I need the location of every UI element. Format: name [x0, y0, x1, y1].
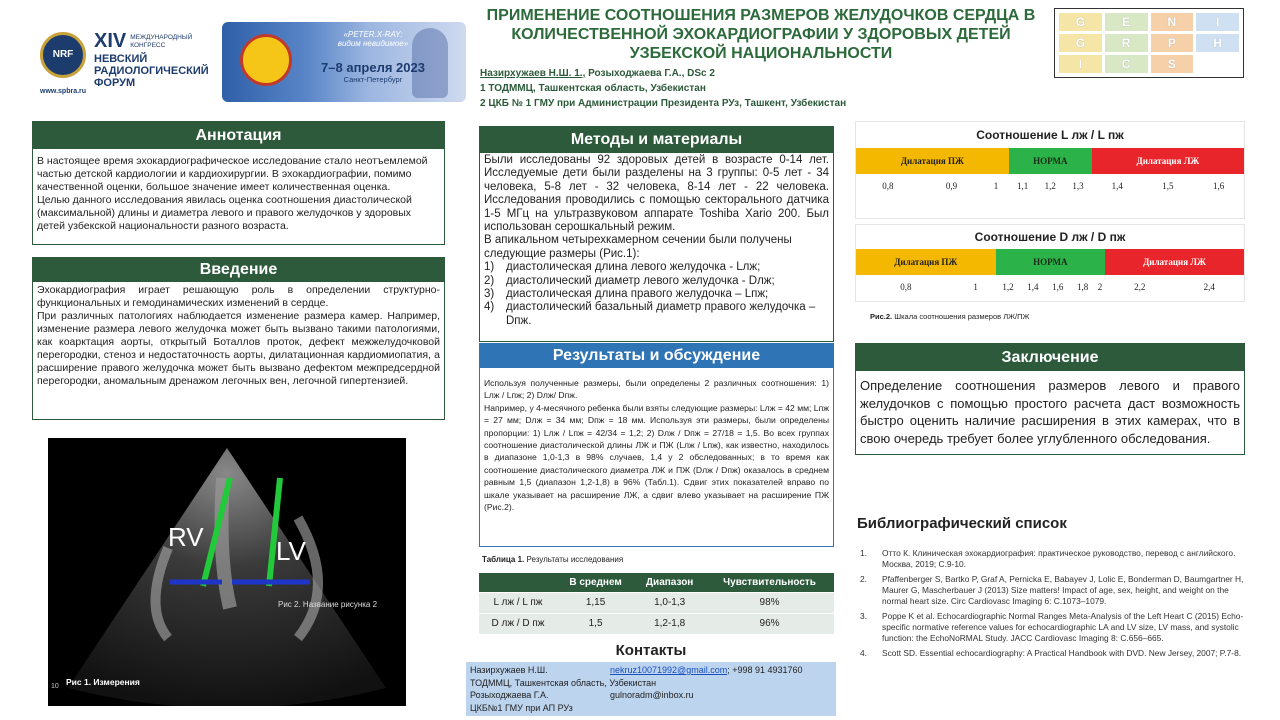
results-p1: Используя полученные размеры, были определены 2 различных соотношения: 1) Lлж / Lпж; 2) Dлж/ Dпж. [484, 378, 829, 401]
logo-letter: R [1105, 34, 1148, 52]
logo-letter: G [1059, 13, 1102, 31]
logo-grid [1059, 13, 1239, 73]
results-cell: 1,5 [557, 613, 634, 634]
methods-item-text: диастолическая длина правого желудочка – Lпж; [506, 288, 769, 301]
scale2-norm-band: НОРМА [996, 249, 1105, 275]
scale-tick: 1,4 [1027, 282, 1039, 292]
fig2-caption-bold: Рис.2. [870, 312, 893, 321]
scale1-left-band: Дилатация ПЖ [856, 148, 1009, 174]
results-section [479, 343, 834, 547]
results-cell: 1,0-1,3 [634, 592, 705, 613]
methods-list-item [484, 301, 829, 328]
reference-number: 1. [860, 548, 867, 558]
scale-tick: 0,8 [900, 282, 912, 292]
results-cell: 1,2-1,8 [634, 613, 705, 634]
scale-tick: 1,5 [1162, 181, 1174, 191]
methods-list [484, 261, 829, 328]
methods-item-number: 2) [484, 274, 495, 287]
reference-number: 2. [860, 574, 867, 584]
logo-letter: C [1105, 55, 1148, 73]
logo-letter: I [1196, 13, 1239, 31]
scale2-right-band: Дилатация ЛЖ [1105, 249, 1244, 275]
table-row [479, 592, 834, 613]
intro-p2: При различных патологиях наблюдается изменение размера камер. Например, изменение размера левого желудочка может быть вызвано такими патологиями, как коарктация аорты, открытый Боталлов проток, дефект межжелудочковой перегородки, стеноз и недостаточность аорты, дилатационная кардиомиопатия, а расширение правого желудочка может быть вызвано дефектом межпредсердной перегородки, аномальным дренажом легочных вен, легочной гипертензией. [37, 310, 440, 387]
fig2-caption [870, 312, 1029, 321]
scale1-block [855, 121, 1245, 219]
references-heading: Библиографический список [857, 515, 1067, 532]
logo-letter: S [1151, 55, 1194, 73]
banner-image [222, 22, 466, 102]
results-p2: Например, у 4-месячного ребенка были взяты следующие размеры: Lлж = 42 мм; Lпж = 27 мм; Dлж = 34 мм; Dпж = 18 мм. Используя эти размеры, были определены пропорции: 1) Lлж / Lпж = 42/34 = 1,2; 2) Dлж / Dпж = 27/18 = 1,5. Во всех группах соотношение диастолической длины ЛЖ и ПЖ (Lлж / Lпж), как известно, находилось в диапазоне 1,0-1,3 в 98% случаев, 1,4 у 2 обследованных; в то время как соотношение диастолического диаметра ЛЖ и ПЖ (Dлж / Dпж) оказалось в среднем равным 1,5 (диапазон 1,2-1,8) в 96% (Табл.1). Сдвиг этих показателей вправо по шкале указывает на расширение ЛЖ, а сдвиг влево указывает на расширение ПЖ (Рис.2). [484, 402, 829, 513]
badge-text: NRF [52, 49, 74, 60]
methods-item-text: диастолическая длина левого желудочка - Lлж; [506, 261, 761, 274]
figure2-overlay: Рис 2. Название рисунка 2 [278, 600, 378, 609]
methods-p2: В апикальном четырехкамерном сечении были получены следующие размеры (Рис.1): [484, 234, 792, 260]
contact-email2[interactable]: gulnoradm@inbox.ru [610, 690, 694, 700]
logo-letter: I [1059, 55, 1102, 73]
reference-text: Отто К. Клиническая эхокардиография: практическое руководство, перевод с английского. Москва, 2019; С.9-10. [882, 548, 1236, 569]
echo-figure [48, 438, 406, 706]
contacts-heading: Контакты [615, 642, 687, 659]
slogan1: «PETER.X-RAY: [343, 30, 403, 39]
scale2-title: Соотношение D лж / D пж [974, 230, 1126, 244]
results-heading: Результаты и обсуждение [480, 344, 833, 368]
reference-item [860, 648, 1246, 659]
results-table [479, 573, 834, 634]
scale2-table [856, 249, 1244, 299]
logo-letter: P [1151, 34, 1194, 52]
affiliation-2: 2 ЦКБ № 1 ГМУ при Администрации Президента РУз, Ташкент, Узбекистан [480, 98, 847, 109]
authors-block [480, 66, 1040, 111]
reference-text: Scott SD. Essential echocardiography: A Practical Handbook with DVD. New Jersey, 2007; P.7-8. [882, 648, 1242, 658]
scale-tick: 1,3 [1072, 181, 1084, 191]
slogan2: видим невидимое» [337, 39, 409, 48]
conclusion-text: Определение соотношения размеров левого и правого желудочков с помощью простого расчета даст возможность быстро оценить наличие расширения в этих камерах, что в свою очередь требует более углубленного обследования. [860, 378, 1240, 446]
event-dates: 7–8 апреля 2023 [321, 60, 425, 75]
scale-tick: 1,1 [1017, 181, 1029, 191]
contact-phone1: ; +998 91 4931760 [727, 665, 803, 675]
forum-line2: РАДИОЛОГИЧЕСКИЙ [94, 65, 209, 77]
congress-banner [36, 22, 466, 102]
scale1-title: Соотношение L лж / L пж [976, 128, 1124, 142]
scale2-ticks [856, 275, 1244, 299]
results-header-cell [479, 573, 557, 592]
scale2-left-band: Дилатация ПЖ [856, 249, 996, 275]
figure1-caption: Рис 1. Измерения [66, 677, 140, 687]
conclusion-heading: Заключение [856, 344, 1244, 371]
fig2-caption-text: Шкала соотношения размеров ЛЖ/ПЖ [892, 312, 1030, 321]
annotation-section [32, 121, 445, 245]
affiliation-1: 1 ТОДММЦ, Ташкентская область, Узбекистан [480, 83, 706, 94]
methods-item-text: диастолический диаметр левого желудочка - Dлж; [506, 274, 775, 287]
methods-item-text: диастолический базальный диаметр правого желудочка – Dпж. [506, 301, 816, 327]
scale1-right-band: Дилатация ЛЖ [1092, 148, 1244, 174]
annotation-p2: Целью данного исследования явилась оценка соотношения диастолической (максимальной) длины и диаметра левого и правого желудочков у здоровых детей узбекской национальности разного возраста. [37, 194, 412, 232]
scale-tick: 2,4 [1203, 282, 1215, 292]
nrf-badge-icon [40, 32, 86, 78]
reference-item [860, 574, 1246, 607]
methods-list-item [484, 275, 829, 288]
title-line3: УЗБЕКСКОЙ НАЦИОНАЛЬНОСТИ [629, 45, 893, 62]
genigraphics-logo [1054, 8, 1244, 78]
logo-letter: E [1105, 13, 1148, 31]
reference-item [860, 611, 1246, 644]
author-main: Назирхужаев Н.Ш. 1., [480, 68, 586, 79]
results-cell: L лж / L пж [479, 592, 557, 613]
intro-section [32, 257, 445, 420]
lv-label: LV [276, 536, 306, 566]
poster-title [478, 6, 1044, 63]
reference-item [860, 548, 1246, 570]
reference-text: Poppe K et al. Echocardiographic Normal Ranges Meta-Analysis of the Left Heart C (2015) Echo-specific normative reference values for echocardiographic LA and LV size, LV mass, and systolic function: the EchoNoRMAL Study. JACC Cardiovasc Imaging 8: C.656–665. [882, 611, 1244, 643]
scale1-ticks [856, 174, 1244, 198]
title-line2: КОЛИЧЕСТВЕННОЙ ЭХОКАРДИОГРАФИИ У ЗДОРОВЫХ ДЕТЕЙ [511, 26, 1011, 43]
contacts-box [466, 662, 836, 716]
annotation-p1: В настоящее время эхокардиографическое исследование стало неотъемлемой частью детской кардиологии и кардиохирургии. В эхокардиографии, помимо качественной оценки, большое значение имеет количественная оценка. [37, 155, 428, 193]
congress-line: МЕЖДУНАРОДНЫЙ КОНГРЕСС [130, 33, 193, 49]
author-coauthor: Розыходжаева Г.А., DSc 2 [588, 68, 715, 79]
contact-name2: Розыходжаева Г.А. [470, 690, 549, 700]
scale-tick: 1 [993, 181, 999, 191]
results-table-header [479, 573, 834, 592]
table-row [479, 613, 834, 634]
references-list [860, 548, 1246, 663]
contact-org2: ЦКБ№1 ГМУ при АП РУз [470, 702, 573, 713]
scale1-norm-band: НОРМА [1009, 148, 1092, 174]
emblem-icon [240, 34, 292, 86]
scale-tick: 1,8 [1077, 282, 1089, 292]
congress-number: XIV [94, 30, 127, 52]
results-header-cell: В среднем [557, 573, 634, 592]
scale-tick: 1,6 [1052, 282, 1064, 292]
methods-p1: Были исследованы 92 здоровых детей в возрасте 0-14 лет. Исследуемые дети были разделены на 3 группы: 0-5 лет - 34 человека, 5-8 лет - 32 человека, 8-14 лет - 22 человека. Исследования проводились с помощью секторального датчика 1-5 МГц на ультразвуковом аппарате Toshiba Xario 200. Был использован серошкальный режим. [484, 154, 829, 234]
methods-list-item [484, 288, 829, 301]
scale-tick: 2,2 [1134, 282, 1146, 292]
table-caption-text: Результаты исследования [524, 555, 624, 564]
reference-number: 3. [860, 611, 867, 621]
results-cell: 96% [705, 613, 834, 634]
reference-number: 4. [860, 648, 867, 658]
table-caption [482, 555, 623, 564]
reference-text: Pfaffenberger S, Bartko P, Graf A, Pernicka E, Babayev J, Lolic E, Bonderman D, Baumgartner H, Maurer G, Mascherbauer J (2013) Size matters! Impact of age, sex, height, and weight on the normal heart size. Circ Cardiovasc Imaging 6: C.1073–1079. [882, 574, 1244, 606]
forum-line3: ФОРУМ [94, 77, 136, 89]
contact-email1[interactable]: nekruz10071992@gmail.com [610, 665, 728, 675]
rv-label: RV [168, 522, 204, 552]
depth-label: 10 [51, 683, 59, 690]
scale-tick: 2 [1097, 282, 1103, 292]
logo-letter: G [1059, 34, 1102, 52]
scale-tick: 1,2 [1044, 181, 1056, 191]
scale-tick: 1,6 [1212, 181, 1225, 191]
title-line1: ПРИМЕНЕНИЕ СООТНОШЕНИЯ РАЗМЕРОВ ЖЕЛУДОЧКОВ СЕРДЦА В [486, 7, 1036, 24]
results-cell: 1,15 [557, 592, 634, 613]
table-caption-bold: Таблица 1. [482, 555, 525, 564]
methods-item-number: 1) [484, 261, 495, 274]
event-city: Санкт-Петербург [343, 75, 403, 84]
results-header-cell: Диапазон [634, 573, 705, 592]
echo-image [48, 438, 406, 706]
methods-list-item [484, 261, 829, 274]
methods-item-number: 4) [484, 301, 495, 314]
scale-tick: 0,9 [945, 181, 958, 191]
scale1-table [856, 148, 1244, 198]
scale-tick: 1 [973, 282, 978, 292]
contact-name1: Назирхужаев Н.Ш. [470, 665, 548, 675]
annotation-heading: Аннотация [33, 122, 444, 149]
intro-p1: Эхокардиография играет решающую роль в определении структурно-функциональных и гемодинамических изменений в сердце. [37, 284, 440, 309]
scale-tick: 0,8 [882, 181, 894, 191]
methods-heading: Методы и материалы [480, 127, 833, 153]
methods-item-number: 3) [484, 288, 495, 301]
results-cell: 98% [705, 592, 834, 613]
results-header-cell: Чувствительность [705, 573, 834, 592]
conclusion-section [855, 343, 1245, 455]
results-cell: D лж / D пж [479, 613, 557, 634]
methods-section [479, 126, 834, 342]
site-url: www.spbra.ru [40, 88, 87, 95]
contact-org1: ТОДММЦ, Ташкентская область, Узбекистан [470, 677, 657, 688]
forum-line1: НЕВСКИЙ [94, 53, 148, 65]
scale-tick: 1,4 [1111, 181, 1123, 191]
scale-tick: 1,2 [1002, 282, 1014, 292]
scale2-block [855, 224, 1245, 302]
intro-heading: Введение [33, 258, 444, 282]
logo-letter: H [1196, 34, 1239, 52]
logo-letter: N [1151, 13, 1194, 31]
